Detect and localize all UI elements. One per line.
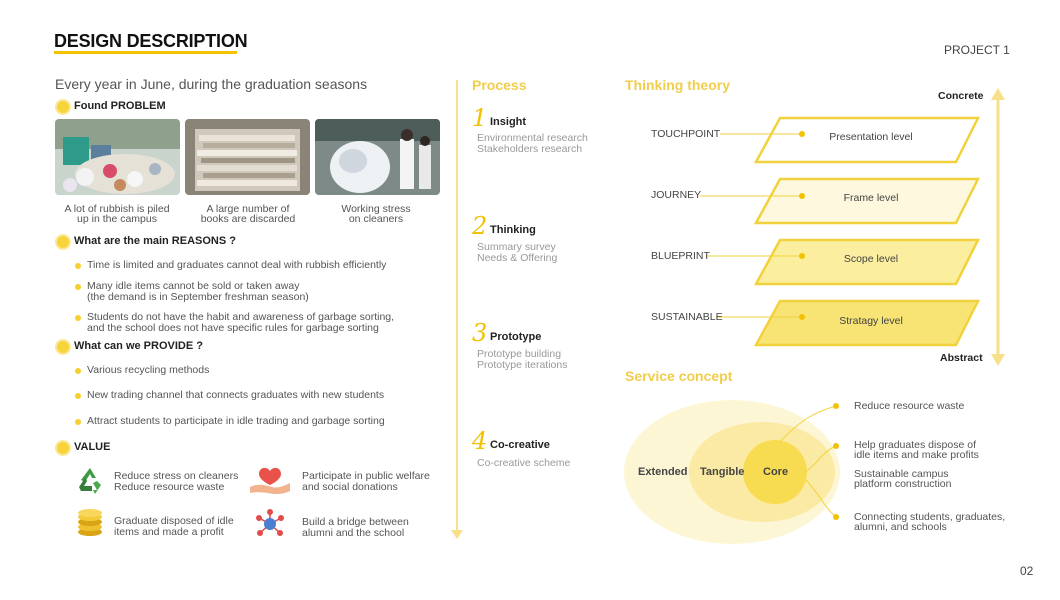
provide-heading: What can we PROVIDE ?	[74, 340, 203, 352]
step-sub-1: Environmental research Stakeholders research	[477, 132, 588, 155]
reasons-heading: What are the main REASONS ?	[74, 235, 236, 247]
step-name-2: Thinking	[490, 224, 536, 236]
books-photo	[185, 119, 310, 195]
list-bullet	[75, 393, 81, 399]
service-item-4: Connecting students, graduates, alumni, and schools	[854, 511, 1006, 533]
process-timeline	[456, 80, 458, 532]
heading-bullet	[57, 101, 69, 113]
provide-item-1: Various recycling methods	[87, 364, 210, 376]
step-number-1: 1	[472, 104, 488, 132]
ring-extended: Extended	[638, 466, 688, 478]
step-sub-3: Prototype building Prototype iterations	[477, 348, 568, 371]
list-bullet	[75, 263, 81, 269]
recycle-icon	[74, 465, 106, 502]
layer-label-sustainable: SUSTAINABLE	[651, 311, 723, 323]
scope-level: Scope level	[843, 253, 899, 265]
frame-level: Frame level	[843, 192, 899, 204]
list-bullet	[75, 284, 81, 290]
step-number-2: 2	[472, 212, 488, 240]
step-sub-4: Co-creative scheme	[477, 457, 571, 469]
network-icon	[254, 508, 286, 545]
value-item-2: Participate in public welfare and social donations	[302, 470, 430, 493]
coins-icon	[76, 508, 104, 543]
concrete-label: Concrete	[938, 90, 984, 102]
thinking-title: Thinking theory	[625, 77, 730, 93]
intro-text: Every year in June, during the graduation seasons	[55, 76, 368, 92]
service-title: Service concept	[625, 368, 733, 384]
value-item-3: Graduate disposed of idle items and made a profit	[114, 515, 234, 538]
timeline-arrow-icon	[451, 530, 463, 539]
page-number: 02	[1020, 564, 1034, 578]
layer-label-journey: JOURNEY	[651, 189, 702, 201]
value-item-1: Reduce stress on cleaners Reduce resource waste	[114, 470, 239, 493]
service-item-1: Reduce resource waste	[854, 400, 965, 412]
list-bullet	[75, 368, 81, 374]
reason-item-2: Many idle items cannot be sold or taken away (the demand is in September freshman season)	[87, 280, 309, 303]
provide-item-3: Attract students to participate in idle trading and garbage sorting	[87, 415, 385, 427]
stratagy-level: Stratagy level	[839, 315, 903, 327]
service-item-2: Help graduates dispose of idle items and make profits	[854, 439, 979, 461]
reason-item-3: Students do not have the habit and awareness of garbage sorting, and the school does not have specific rules for garbage sorting	[87, 311, 395, 334]
step-name-4: Co-creative	[490, 439, 550, 451]
found-problem-heading: Found PROBLEM	[74, 100, 166, 112]
reason-item-1: Time is limited and graduates cannot deal with rubbish efficiently	[87, 259, 387, 271]
value-item-4: Build a bridge between alumni and the school	[302, 516, 409, 539]
list-bullet	[75, 419, 81, 425]
layer-label-touchpoint: TOUCHPOINT	[651, 128, 721, 140]
step-sub-2: Summary survey Needs & Offering	[477, 241, 558, 264]
provide-item-2: New trading channel that connects graduates with new students	[87, 389, 385, 401]
ring-tangible: Tangible	[700, 466, 745, 478]
photo-caption-1: A lot of rubbish is piled up in the campus	[64, 203, 170, 225]
list-bullet	[75, 315, 81, 321]
step-number-4: 4	[472, 427, 488, 455]
service-item-3: Sustainable campus platform construction	[854, 468, 952, 490]
presentation-level: Presentation level	[829, 131, 913, 143]
project-label: PROJECT 1	[944, 43, 1010, 57]
photo-caption-3: Working stress on cleaners	[341, 203, 411, 225]
process-title: Process	[472, 77, 527, 93]
step-name-1: Insight	[490, 116, 527, 128]
rubbish-photo	[55, 119, 180, 195]
layer-label-blueprint: BLUEPRINT	[651, 250, 710, 262]
value-heading: VALUE	[74, 441, 111, 453]
step-number-3: 3	[472, 319, 488, 347]
heading-bullet	[57, 341, 69, 353]
photo-caption-2: A large number of books are discarded	[200, 203, 296, 225]
ring-core: Core	[763, 466, 789, 478]
page-title: DESIGN DESCRIPTION	[54, 31, 248, 51]
heading-bullet	[57, 442, 69, 454]
heart-hand-icon	[248, 465, 292, 500]
abstract-label: Abstract	[940, 352, 983, 364]
step-name-3: Prototype	[490, 331, 542, 343]
heading-bullet	[57, 236, 69, 248]
cleaners-photo	[315, 119, 440, 195]
title-underline	[54, 51, 237, 54]
